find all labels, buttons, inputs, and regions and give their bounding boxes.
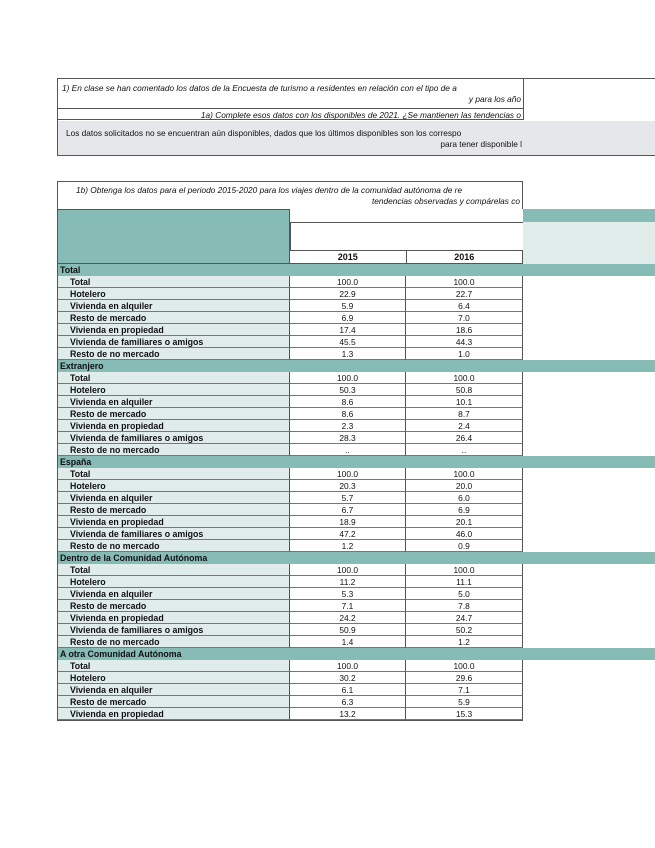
answer-1a — [58, 121, 655, 155]
row-tail — [523, 348, 655, 360]
table-row — [57, 324, 655, 336]
value-cell-2016: 6.0 — [406, 492, 523, 504]
table-row — [57, 540, 655, 552]
value-cell-2016: 100.0 — [406, 372, 523, 384]
row-tail — [523, 504, 655, 516]
value-cell-2016: 0.9 — [406, 540, 523, 552]
question-1b-line-2: tendencias observadas y compárelas co — [371, 196, 520, 206]
row-label: Vivienda en propiedad — [57, 420, 290, 432]
value-cell-2015: 100.0 — [290, 276, 406, 288]
row-tail — [523, 300, 655, 312]
value-cell-2015: 5.9 — [290, 300, 406, 312]
table-row — [57, 708, 655, 720]
section-header-row — [57, 552, 655, 564]
row-tail — [523, 396, 655, 408]
row-tail — [523, 636, 655, 648]
row-tail — [523, 612, 655, 624]
row-tail — [523, 288, 655, 300]
value-cell-2015: 47.2 — [290, 528, 406, 540]
value-cell-2016: 2.4 — [406, 420, 523, 432]
table-row — [57, 516, 655, 528]
row-label: Total — [57, 468, 290, 480]
value-cell-2015: 1.2 — [290, 540, 406, 552]
table-row — [57, 504, 655, 516]
value-cell-2016: 15.3 — [406, 708, 523, 720]
section-header-row — [57, 456, 655, 468]
question-1-line-2: y para los año — [468, 94, 521, 104]
value-cell-2016: 29.6 — [406, 672, 523, 684]
value-cell-2016: 5.0 — [406, 588, 523, 600]
question-1 — [58, 79, 524, 108]
table-row — [57, 492, 655, 504]
row-label: Resto de no mercado — [57, 444, 290, 456]
row-label: Total — [57, 660, 290, 672]
row-tail — [523, 696, 655, 708]
row-label: Vivienda de familiares o amigos — [57, 528, 290, 540]
value-cell-2016: 1.0 — [406, 348, 523, 360]
row-tail — [523, 444, 655, 456]
table-row — [57, 384, 655, 396]
question-1b-block — [57, 181, 655, 771]
question-1b — [57, 181, 523, 209]
value-cell-2015: 22.9 — [290, 288, 406, 300]
value-cell-2016: 18.6 — [406, 324, 523, 336]
header-years-row — [290, 250, 655, 264]
table-row — [57, 528, 655, 540]
section-header-row — [57, 264, 655, 276]
value-cell-2016: 50.2 — [406, 624, 523, 636]
table-row — [57, 408, 655, 420]
value-cell-2015: 100.0 — [290, 372, 406, 384]
row-label: Vivienda en propiedad — [57, 612, 290, 624]
value-cell-2015: 6.7 — [290, 504, 406, 516]
table-row — [57, 684, 655, 696]
table-row — [57, 276, 655, 288]
table-row — [57, 372, 655, 384]
value-cell-2015: 100.0 — [290, 564, 406, 576]
value-cell-2015: 7.1 — [290, 600, 406, 612]
table-row — [57, 348, 655, 360]
row-tail — [523, 672, 655, 684]
table-row — [57, 636, 655, 648]
value-cell-2016: 7.0 — [406, 312, 523, 324]
question-1a: 1a) Complete esos datos con los disponibles de 2021. ¿Se mantienen las tendencias o — [58, 108, 524, 120]
row-label: Total — [57, 372, 290, 384]
row-tail — [523, 516, 655, 528]
row-label: Vivienda en propiedad — [57, 324, 290, 336]
value-cell-2016: 22.7 — [406, 288, 523, 300]
row-tail — [523, 624, 655, 636]
row-tail — [523, 276, 655, 288]
value-cell-2016: 26.4 — [406, 432, 523, 444]
value-cell-2016: 100.0 — [406, 564, 523, 576]
table-row — [57, 576, 655, 588]
row-tail — [523, 600, 655, 612]
row-label: Hotelero — [57, 672, 290, 684]
value-cell-2015: 1.3 — [290, 348, 406, 360]
value-cell-2016: .. — [406, 444, 523, 456]
value-cell-2015: 17.4 — [290, 324, 406, 336]
value-cell-2015: 50.9 — [290, 624, 406, 636]
row-tail — [523, 660, 655, 672]
table-row — [57, 564, 655, 576]
value-cell-2016: 6.9 — [406, 504, 523, 516]
row-label: Resto de mercado — [57, 504, 290, 516]
table-row — [57, 336, 655, 348]
value-cell-2015: 24.2 — [290, 612, 406, 624]
value-cell-2015: 100.0 — [290, 468, 406, 480]
row-label: Vivienda de familiares o amigos — [57, 624, 290, 636]
row-label: Vivienda en alquiler — [57, 588, 290, 600]
row-tail — [523, 528, 655, 540]
table-row — [57, 420, 655, 432]
year-header-2016: 2016 — [407, 251, 524, 263]
header-label-cell — [57, 209, 290, 264]
value-cell-2015: 100.0 — [290, 660, 406, 672]
row-label: Resto de mercado — [57, 312, 290, 324]
value-cell-2016: 11.1 — [406, 576, 523, 588]
value-cell-2015: 5.7 — [290, 492, 406, 504]
row-tail — [523, 564, 655, 576]
value-cell-2015: 6.1 — [290, 684, 406, 696]
table-row — [57, 696, 655, 708]
section-title: Total — [57, 264, 290, 276]
value-cell-2015: 13.2 — [290, 708, 406, 720]
table-header — [57, 209, 655, 264]
table-row — [57, 660, 655, 672]
row-tail — [523, 384, 655, 396]
row-label: Vivienda en propiedad — [57, 516, 290, 528]
header-band-1 — [290, 209, 655, 222]
header-band-2 — [290, 222, 655, 250]
table-body — [57, 264, 655, 720]
row-tail — [523, 588, 655, 600]
row-label: Resto de mercado — [57, 696, 290, 708]
table-row — [57, 468, 655, 480]
row-label: Hotelero — [57, 480, 290, 492]
value-cell-2016: 44.3 — [406, 336, 523, 348]
row-label: Vivienda en alquiler — [57, 684, 290, 696]
section-title: España — [57, 456, 290, 468]
value-cell-2015: 1.4 — [290, 636, 406, 648]
row-tail — [523, 576, 655, 588]
row-tail — [523, 336, 655, 348]
value-cell-2015: 20.3 — [290, 480, 406, 492]
value-cell-2015: 8.6 — [290, 408, 406, 420]
value-cell-2015: 6.3 — [290, 696, 406, 708]
value-cell-2016: 50.8 — [406, 384, 523, 396]
row-label: Vivienda de familiares o amigos — [57, 336, 290, 348]
answer-1a-line-1: Los datos solicitados no se encuentran aún disponibles, dados que los últimos disponibles son los correspo — [66, 128, 462, 138]
table-bottom-border — [57, 720, 523, 721]
row-label: Resto de no mercado — [57, 636, 290, 648]
row-label: Resto de no mercado — [57, 348, 290, 360]
table-row — [57, 432, 655, 444]
row-tail — [523, 324, 655, 336]
section-title: Dentro de la Comunidad Autónoma — [57, 552, 290, 564]
value-cell-2015: 6.9 — [290, 312, 406, 324]
value-cell-2016: 8.7 — [406, 408, 523, 420]
answer-1a-line-2: para tener disponible l — [440, 139, 522, 149]
question-1-block — [57, 78, 655, 156]
table-row — [57, 612, 655, 624]
value-cell-2016: 24.7 — [406, 612, 523, 624]
row-tail — [523, 492, 655, 504]
section-title: Extranjero — [57, 360, 290, 372]
row-label: Vivienda en propiedad — [57, 708, 290, 720]
row-label: Vivienda en alquiler — [57, 300, 290, 312]
value-cell-2015: 18.9 — [290, 516, 406, 528]
value-cell-2015: 2.3 — [290, 420, 406, 432]
row-label: Vivienda de familiares o amigos — [57, 432, 290, 444]
row-tail — [523, 708, 655, 720]
row-tail — [523, 420, 655, 432]
row-tail — [523, 432, 655, 444]
table-row — [57, 624, 655, 636]
row-label: Hotelero — [57, 384, 290, 396]
value-cell-2016: 20.1 — [406, 516, 523, 528]
section-header-row — [57, 648, 655, 660]
table-row — [57, 288, 655, 300]
row-tail — [523, 684, 655, 696]
row-tail — [523, 468, 655, 480]
row-label: Resto de mercado — [57, 408, 290, 420]
row-label: Hotelero — [57, 576, 290, 588]
table-row — [57, 672, 655, 684]
value-cell-2016: 7.8 — [406, 600, 523, 612]
question-1-line-1: 1) En clase se han comentado los datos de la Encuesta de turismo a residentes en relación con el tipo de a — [62, 83, 457, 93]
row-label: Vivienda en alquiler — [57, 492, 290, 504]
row-label: Total — [57, 564, 290, 576]
value-cell-2016: 5.9 — [406, 696, 523, 708]
row-label: Total — [57, 276, 290, 288]
value-cell-2015: 8.6 — [290, 396, 406, 408]
value-cell-2016: 1.2 — [406, 636, 523, 648]
row-label: Resto de mercado — [57, 600, 290, 612]
table-row — [57, 588, 655, 600]
value-cell-2015: 5.3 — [290, 588, 406, 600]
table-row — [57, 444, 655, 456]
row-tail — [523, 372, 655, 384]
table-row — [57, 480, 655, 492]
value-cell-2016: 46.0 — [406, 528, 523, 540]
row-label: Hotelero — [57, 288, 290, 300]
section-header-row — [57, 360, 655, 372]
value-cell-2015: 45.5 — [290, 336, 406, 348]
value-cell-2015: .. — [290, 444, 406, 456]
year-header-2015: 2015 — [290, 251, 407, 263]
table-row — [57, 300, 655, 312]
value-cell-2016: 100.0 — [406, 468, 523, 480]
value-cell-2016: 100.0 — [406, 660, 523, 672]
value-cell-2015: 50.3 — [290, 384, 406, 396]
table-row — [57, 396, 655, 408]
row-label: Resto de no mercado — [57, 540, 290, 552]
value-cell-2016: 7.1 — [406, 684, 523, 696]
value-cell-2016: 20.0 — [406, 480, 523, 492]
table-row — [57, 312, 655, 324]
row-tail — [523, 540, 655, 552]
question-1b-line-1: 1b) Obtenga los datos para el periodo 2015-2020 para los viajes dentro de la comunidad autónoma de re — [76, 185, 463, 195]
row-tail — [523, 480, 655, 492]
section-title: A otra Comunidad Autónoma — [57, 648, 290, 660]
value-cell-2016: 100.0 — [406, 276, 523, 288]
value-cell-2016: 6.4 — [406, 300, 523, 312]
row-tail — [523, 408, 655, 420]
value-cell-2016: 10.1 — [406, 396, 523, 408]
value-cell-2015: 30.2 — [290, 672, 406, 684]
row-tail — [523, 312, 655, 324]
value-cell-2015: 28.3 — [290, 432, 406, 444]
table-row — [57, 600, 655, 612]
row-label: Vivienda en alquiler — [57, 396, 290, 408]
value-cell-2015: 11.2 — [290, 576, 406, 588]
